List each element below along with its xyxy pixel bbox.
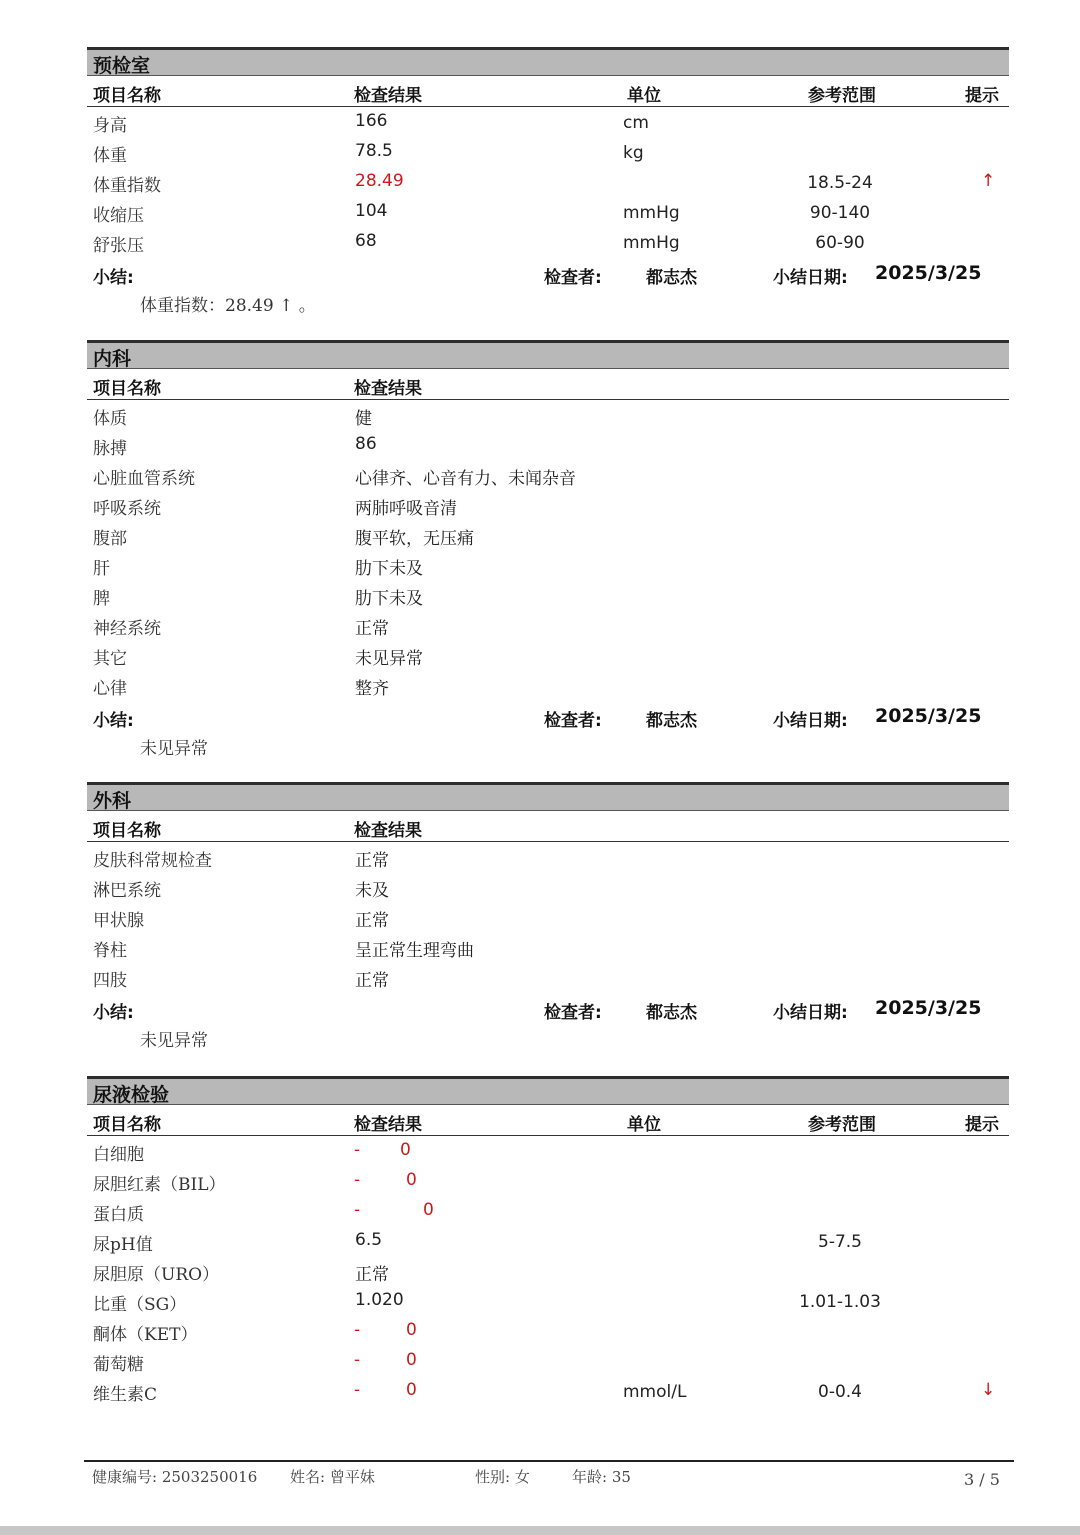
item-result: 68	[355, 231, 377, 251]
examiner-label: 检查者:	[544, 711, 602, 731]
section-surgery	[87, 782, 1009, 1054]
item-result: 正常	[355, 911, 389, 931]
section-header	[87, 47, 1009, 76]
examiner-name: 都志杰	[646, 268, 697, 288]
summary-content: 体重指数：28.49 ↑ 。	[140, 296, 316, 316]
table-row	[87, 580, 1009, 610]
item-result: 0	[406, 1350, 417, 1370]
section-title: 预检室	[93, 55, 151, 77]
item-name: 其它	[93, 649, 127, 669]
table-row	[87, 400, 1009, 430]
header-result: 检查结果	[354, 1115, 422, 1135]
item-result: 整齐	[355, 679, 389, 699]
item-name: 神经系统	[93, 619, 161, 639]
footer-divider	[84, 1460, 1014, 1462]
table-row	[87, 1346, 1009, 1376]
item-ref: 1.01-1.03	[799, 1292, 881, 1312]
section-title: 内科	[93, 348, 132, 370]
item-result: 健	[355, 409, 372, 429]
section-title: 尿液检验	[93, 1084, 170, 1106]
item-name: 四肢	[93, 971, 127, 991]
table-row	[87, 932, 1009, 962]
item-result: 肋下未及	[355, 559, 423, 579]
item-result: 正常	[355, 971, 389, 991]
summary-date: 2025/3/25	[875, 705, 982, 727]
item-name: 比重（SG）	[93, 1295, 187, 1315]
negative-dash: -	[354, 1140, 361, 1160]
table-row	[87, 430, 1009, 460]
table-row	[87, 1196, 1009, 1226]
item-result: 0	[406, 1380, 417, 1400]
negative-dash: -	[354, 1320, 361, 1340]
bottom-scroll-bar	[0, 1526, 1080, 1535]
table-row	[87, 640, 1009, 670]
table-row	[87, 962, 1009, 992]
item-name: 脾	[93, 589, 110, 609]
footer-patient-name: 姓名: 曾平妹	[290, 1468, 375, 1486]
item-name: 维生素C	[93, 1385, 158, 1405]
item-name: 葡萄糖	[93, 1355, 144, 1375]
footer-gender: 性别: 女	[475, 1468, 530, 1486]
table-row	[87, 872, 1009, 902]
summary-label: 小结:	[93, 268, 134, 288]
table-row	[87, 1166, 1009, 1196]
item-name: 脊柱	[93, 941, 127, 961]
summary-line	[87, 992, 1009, 1024]
summary-line	[87, 257, 1009, 289]
item-name: 体重	[93, 146, 127, 166]
item-name: 白细胞	[93, 1145, 144, 1165]
footer-health-id: 健康编号: 2503250016	[92, 1468, 258, 1486]
column-headers	[87, 1105, 1009, 1136]
section-title: 外科	[93, 790, 132, 812]
item-result: 0	[400, 1140, 411, 1160]
negative-dash: -	[354, 1350, 361, 1370]
item-result: 86	[355, 434, 377, 454]
header-ref: 参考范围	[808, 1115, 876, 1135]
item-name: 肝	[93, 559, 110, 579]
section-header	[87, 1076, 1009, 1105]
header-name: 项目名称	[93, 86, 161, 106]
header-unit: 单位	[627, 86, 661, 106]
table-row	[87, 227, 1009, 257]
item-result: 正常	[355, 619, 389, 639]
item-name: 身高	[93, 116, 127, 136]
table-row	[87, 610, 1009, 640]
item-name: 体质	[93, 409, 127, 429]
date-label: 小结日期:	[773, 1003, 848, 1023]
item-result: 28.49	[355, 171, 404, 191]
item-unit: mmHg	[623, 233, 680, 253]
summary-label: 小结:	[93, 711, 134, 731]
negative-dash: -	[354, 1170, 361, 1190]
date-label: 小结日期:	[773, 711, 848, 731]
item-name: 腹部	[93, 529, 127, 549]
item-name: 皮肤科常规检查	[93, 851, 212, 871]
item-result: 心律齐、心音有力、未闻杂音	[355, 469, 576, 489]
item-name: 尿胆红素（BIL）	[93, 1175, 226, 1195]
header-result: 检查结果	[354, 86, 422, 106]
header-result: 检查结果	[354, 821, 422, 841]
summary-content: 未见异常	[140, 739, 208, 759]
item-result: 6.5	[355, 1230, 383, 1250]
table-row	[87, 1256, 1009, 1286]
item-result: 104	[355, 201, 388, 221]
table-row	[87, 1286, 1009, 1316]
item-unit: cm	[623, 113, 649, 133]
item-result: 未见异常	[355, 649, 423, 669]
item-name: 酮体（KET）	[93, 1325, 198, 1345]
item-ref: 0-0.4	[818, 1382, 862, 1402]
item-result: 呈正常生理弯曲	[355, 941, 474, 961]
item-result: 正常	[355, 851, 389, 871]
table-row	[87, 1226, 1009, 1256]
item-name: 呼吸系统	[93, 499, 161, 519]
item-name: 淋巴系统	[93, 881, 161, 901]
header-result: 检查结果	[354, 379, 422, 399]
item-name: 甲状腺	[93, 911, 144, 931]
table-row	[87, 107, 1009, 137]
header-hint: 提示	[965, 1115, 999, 1135]
table-row	[87, 460, 1009, 490]
section-pre-exam	[87, 47, 1009, 319]
item-result: 0	[423, 1200, 434, 1220]
table-row	[87, 670, 1009, 700]
table-row	[87, 167, 1009, 197]
item-name: 收缩压	[93, 206, 144, 226]
negative-dash: -	[354, 1200, 361, 1220]
item-name: 体重指数	[93, 176, 161, 196]
section-header	[87, 340, 1009, 369]
summary-content: 未见异常	[140, 1031, 208, 1051]
summary-line	[87, 700, 1009, 732]
column-headers	[87, 369, 1009, 400]
examiner-label: 检查者:	[544, 268, 602, 288]
item-result: 1.020	[355, 1290, 404, 1310]
item-name: 心脏血管系统	[93, 469, 195, 489]
summary-text	[87, 1024, 1009, 1054]
item-ref: 60-90	[815, 233, 865, 253]
examiner-label: 检查者:	[544, 1003, 602, 1023]
item-result: 肋下未及	[355, 589, 423, 609]
item-name: 尿胆原（URO）	[93, 1265, 220, 1285]
item-ref: 5-7.5	[818, 1232, 862, 1252]
header-unit: 单位	[627, 1115, 661, 1135]
summary-date: 2025/3/25	[875, 262, 982, 284]
header-hint: 提示	[965, 86, 999, 106]
item-result: 0	[406, 1320, 417, 1340]
table-row	[87, 1136, 1009, 1166]
table-row	[87, 137, 1009, 167]
header-name: 项目名称	[93, 1115, 161, 1135]
item-name: 蛋白质	[93, 1205, 144, 1225]
section-urine	[87, 1076, 1009, 1406]
table-row	[87, 490, 1009, 520]
item-unit: mmol/L	[623, 1382, 687, 1402]
examiner-name: 都志杰	[646, 711, 697, 731]
item-name: 心律	[93, 679, 127, 699]
date-label: 小结日期:	[773, 268, 848, 288]
examiner-name: 都志杰	[646, 1003, 697, 1023]
table-row	[87, 1316, 1009, 1346]
down-arrow-icon: ↓	[981, 1380, 996, 1400]
item-result: 腹平软，无压痛	[355, 529, 474, 549]
header-name: 项目名称	[93, 821, 161, 841]
item-result: 未及	[355, 881, 389, 901]
item-result: 78.5	[355, 141, 393, 161]
footer-age: 年龄: 35	[572, 1468, 631, 1486]
header-name: 项目名称	[93, 379, 161, 399]
item-result: 0	[406, 1170, 417, 1190]
item-ref: 18.5-24	[807, 173, 873, 193]
column-headers	[87, 76, 1009, 107]
summary-text	[87, 289, 1009, 319]
table-row	[87, 842, 1009, 872]
item-unit: mmHg	[623, 203, 680, 223]
column-headers	[87, 811, 1009, 842]
item-name: 脉搏	[93, 439, 127, 459]
item-result: 正常	[355, 1265, 389, 1285]
item-result: 166	[355, 111, 388, 131]
table-row	[87, 902, 1009, 932]
negative-dash: -	[354, 1380, 361, 1400]
page-number: 3 / 5	[964, 1470, 1000, 1489]
item-ref: 90-140	[809, 203, 871, 223]
section-internal	[87, 340, 1009, 762]
summary-date: 2025/3/25	[875, 997, 982, 1019]
header-ref: 参考范围	[808, 86, 876, 106]
item-name: 尿pH值	[93, 1235, 153, 1255]
section-header	[87, 782, 1009, 811]
item-result: 两肺呼吸音清	[355, 499, 457, 519]
summary-text	[87, 732, 1009, 762]
table-row	[87, 1376, 1009, 1406]
item-unit: kg	[623, 143, 644, 163]
up-arrow-icon: ↑	[981, 171, 996, 191]
summary-label: 小结:	[93, 1003, 134, 1023]
table-row	[87, 520, 1009, 550]
table-row	[87, 197, 1009, 227]
item-name: 舒张压	[93, 236, 144, 256]
table-row	[87, 550, 1009, 580]
